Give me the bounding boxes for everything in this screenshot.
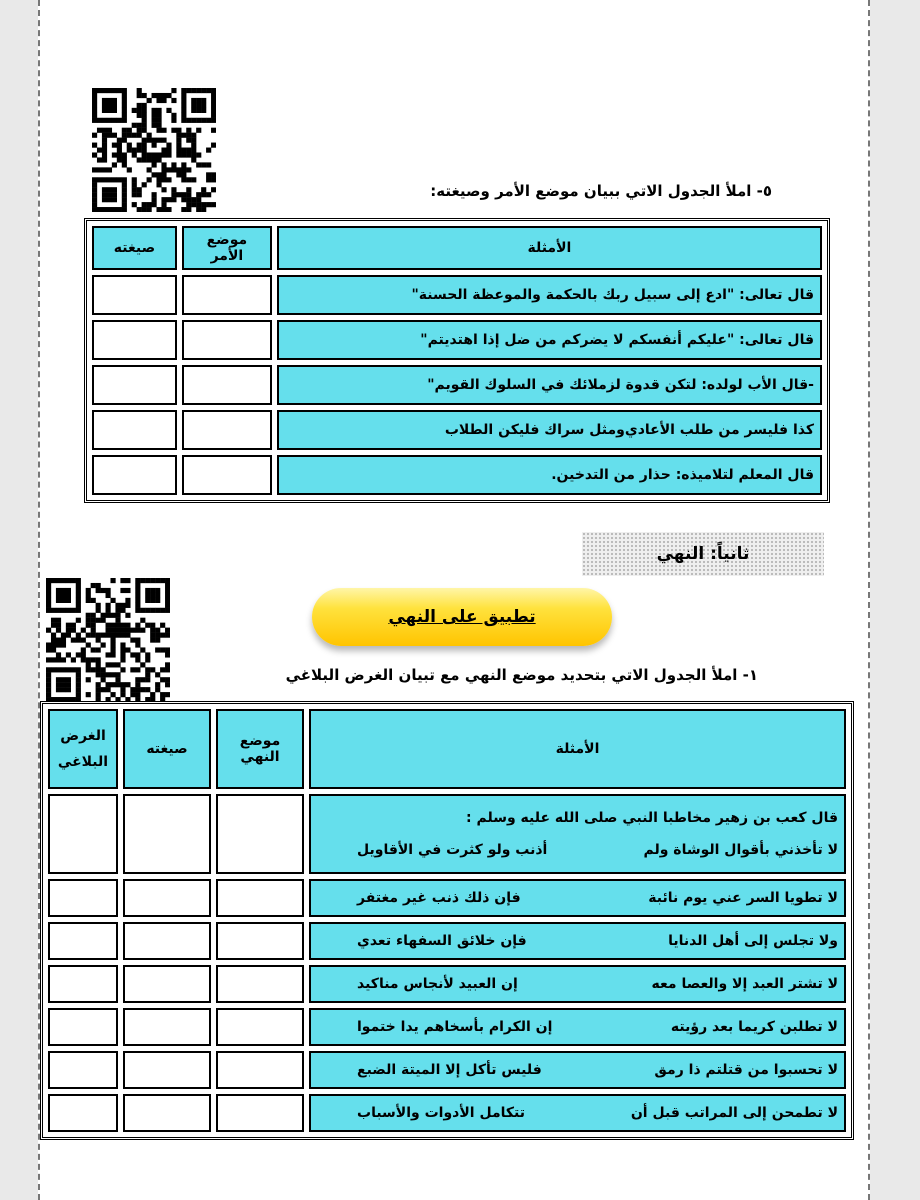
example-cell: قال المعلم لتلاميذه: حذار من التدخين.: [277, 455, 822, 495]
command-position-answer-cell[interactable]: [182, 320, 272, 360]
purpose-answer-cell[interactable]: [48, 879, 118, 917]
prohibition-table: [40, 701, 854, 1140]
form-answer-cell[interactable]: [123, 1008, 211, 1046]
form-answer-cell[interactable]: [92, 320, 177, 360]
verse-first-half: ولا تجلس إلى أهل الدنايا: [668, 933, 838, 949]
column-header-prohibition-position: موضع النهي: [216, 709, 304, 789]
purpose-answer-cell[interactable]: [48, 965, 118, 1003]
example-cell: [309, 879, 846, 917]
verse-first-half: لا تحسبوا من قتلتم ذا رمق: [654, 1062, 838, 1078]
intro-line: قال كعب بن زهير مخاطبا النبي صلى الله عليه وسلم :: [466, 810, 838, 826]
example-cell: -قال الأب لولده: لتكن قدوة لزملائك في السلوك القويم": [277, 365, 822, 405]
prohibition-position-answer-cell[interactable]: [216, 879, 304, 917]
example-cell: قال تعالى: "ادع إلى سبيل ربك بالحكمة والموعظة الحسنة": [277, 275, 822, 315]
verse-first-half: لا تطلبن كريما بعد رؤيته: [670, 1019, 838, 1035]
verse-second-half: ومثل سراك فليكن الطلاب: [444, 422, 625, 438]
purpose-answer-cell[interactable]: [48, 794, 118, 874]
table-row: [48, 1008, 846, 1046]
table-row: [92, 365, 822, 405]
prohibition-position-answer-cell[interactable]: [216, 1094, 304, 1132]
purpose-answer-cell[interactable]: [48, 1051, 118, 1089]
prohibition-position-answer-cell[interactable]: [216, 1051, 304, 1089]
example-cell: [309, 1051, 846, 1089]
verse-second-half: إن الكرام بأسخاهم يدا ختموا: [357, 1019, 553, 1035]
verse-second-half: تتكامل الأدوات والأسباب: [357, 1105, 525, 1121]
form-answer-cell[interactable]: [123, 922, 211, 960]
column-header-examples: الأمثلة: [277, 226, 822, 270]
prohibition-position-answer-cell[interactable]: [216, 1008, 304, 1046]
column-header-form: صيغته: [123, 709, 211, 789]
example-cell: [309, 965, 846, 1003]
form-answer-cell[interactable]: [123, 879, 211, 917]
verse-first-half: لا تشتر العبد إلا والعصا معه: [651, 976, 838, 992]
command-position-answer-cell[interactable]: [182, 275, 272, 315]
purpose-answer-cell[interactable]: [48, 1008, 118, 1046]
prohibition-position-answer-cell[interactable]: [216, 965, 304, 1003]
verse-second-half: أذنب ولو كثرت في الأقاويل: [357, 842, 548, 858]
table-header-row: [48, 709, 846, 789]
form-answer-cell[interactable]: [92, 275, 177, 315]
exercise-5-heading: ٥- املأ الجدول الاتي ببيان موضع الأمر وصيغته:: [430, 182, 772, 200]
form-answer-cell[interactable]: [92, 455, 177, 495]
form-answer-cell[interactable]: [123, 1094, 211, 1132]
example-cell: قال تعالى: "عليكم أنفسكم لا يضركم من ضل إذا اهتديتم": [277, 320, 822, 360]
form-answer-cell[interactable]: [123, 1051, 211, 1089]
verse-first-half: لا تطمحن إلى المراتب قبل أن: [630, 1105, 838, 1121]
example-cell: [309, 922, 846, 960]
form-answer-cell[interactable]: [92, 410, 177, 450]
table-row: [48, 922, 846, 960]
verse-second-half: فإن خلائق السفهاء تعدي: [357, 933, 527, 949]
prohibition-position-answer-cell[interactable]: [216, 922, 304, 960]
command-position-answer-cell[interactable]: [182, 455, 272, 495]
column-header-command-position: موضع الأمر: [182, 226, 272, 270]
form-answer-cell[interactable]: [123, 965, 211, 1003]
example-cell: [309, 1008, 846, 1046]
example-cell: [309, 794, 846, 874]
command-position-answer-cell[interactable]: [182, 410, 272, 450]
form-answer-cell[interactable]: [92, 365, 177, 405]
verse-first-half: كذا فليسر من طلب الأعادي: [624, 422, 814, 438]
column-header-rhetorical-purpose: الغرض البلاغي: [48, 709, 118, 789]
table-row: [48, 1051, 846, 1089]
verse-second-half: فليس تأكل إلا الميتة الضبع: [357, 1062, 542, 1078]
example-cell: [309, 1094, 846, 1132]
table-row: [92, 455, 822, 495]
apply-prohibition-button[interactable]: [312, 588, 612, 646]
section-title-prohibition: ثانياً: النهي: [582, 532, 824, 576]
table-row: [92, 320, 822, 360]
table-row: [48, 1094, 846, 1132]
form-answer-cell[interactable]: [123, 794, 211, 874]
table-row: [48, 879, 846, 917]
command-table: [84, 218, 830, 503]
verse-first-half: لا تأخذني بأقوال الوشاة ولم: [643, 842, 838, 858]
column-header-form: صيغته: [92, 226, 177, 270]
purpose-answer-cell[interactable]: [48, 922, 118, 960]
table-row: [92, 275, 822, 315]
verse-first-half: لا تطويا السر عني يوم نائبة: [648, 890, 838, 906]
verse-second-half: إن العبيد لأنجاس مناكيد: [357, 976, 518, 992]
table-row: [48, 965, 846, 1003]
prohibition-position-answer-cell[interactable]: [216, 794, 304, 874]
table-header-row: [92, 226, 822, 270]
table-row: [92, 410, 822, 450]
command-position-answer-cell[interactable]: [182, 365, 272, 405]
verse-second-half: فإن ذلك ذنب غير مغتفر: [357, 890, 521, 906]
apply-prohibition-label: تطبيق على النهي: [388, 607, 536, 627]
table-row: [48, 794, 846, 874]
purpose-answer-cell[interactable]: [48, 1094, 118, 1132]
qr-code-icon: [46, 578, 170, 702]
column-header-examples: الأمثلة: [309, 709, 846, 789]
example-cell: [277, 410, 822, 450]
qr-code-icon: [92, 88, 216, 212]
exercise-1-heading: ١- املأ الجدول الاتي بتحديد موضع النهي مع تبيان الغرض البلاغي: [285, 666, 758, 684]
